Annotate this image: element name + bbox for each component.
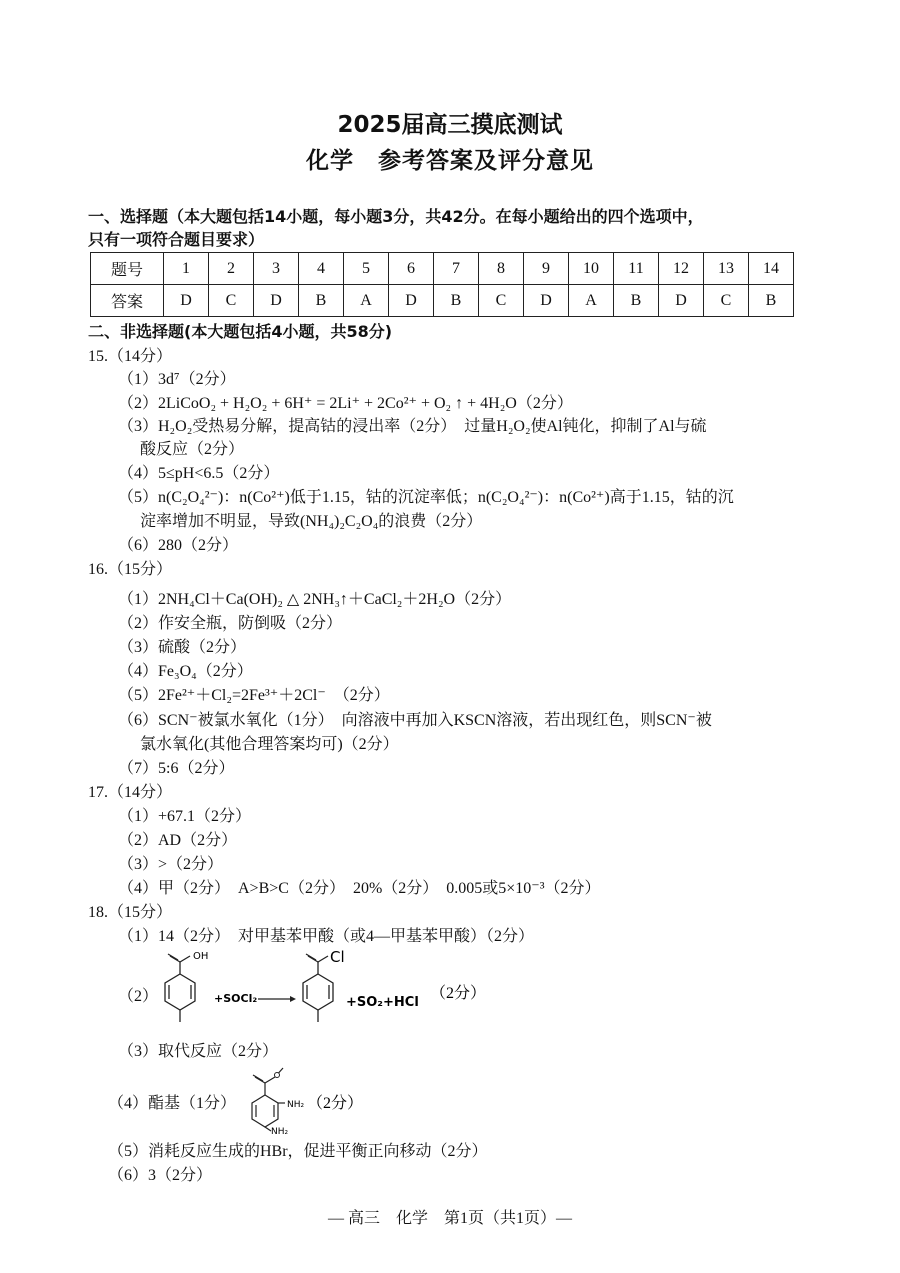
question-number: 2 bbox=[209, 253, 254, 285]
question-number: 9 bbox=[524, 253, 569, 285]
answer-cell: D bbox=[524, 285, 569, 317]
ester-structure bbox=[245, 1065, 375, 1135]
q16-title: 16.（15分） bbox=[88, 561, 173, 578]
answer-cell: C bbox=[209, 285, 254, 317]
q15-answer-2: （2）2LiCoO₂ + H₂O₂ + 6H⁺ = 2Li⁺ + 2Co²⁺ + O₂ ↑ + 4H₂O（2分） bbox=[118, 395, 573, 412]
question-number: 3 bbox=[254, 253, 299, 285]
q18-answer-2-label: （2） bbox=[118, 988, 159, 1005]
q15-answer-5-line1: （5）n(C₂O₄²⁻)：n(Co²⁺)低于1.15，钴的沉淀率低；n(C₂O₄²⁻)：n(Co²⁺)高于1.15，钴的沉 bbox=[118, 489, 734, 506]
q17-title: 17.（14分） bbox=[88, 784, 173, 801]
q17-answer-2: （2）AD（2分） bbox=[118, 832, 238, 849]
q15-answer-1: （1）3d⁷（2分） bbox=[118, 371, 236, 388]
q18-answer-6: （6）3（2分） bbox=[108, 1167, 213, 1184]
toluic-acid-structure bbox=[165, 954, 195, 1022]
page-footer: — 高三 化学 第1页（共1页）— bbox=[327, 1210, 572, 1227]
q16-answer-4: （4）Fe₃O₄（2分） bbox=[118, 663, 253, 680]
number-row-label: 题号 bbox=[91, 253, 164, 285]
question-number: 11 bbox=[614, 253, 659, 285]
q15-answer-4: （4）5≤pH<6.5（2分） bbox=[118, 465, 280, 482]
page-subtitle: 化学 参考答案及评分意见 bbox=[306, 148, 594, 174]
question-number: 7 bbox=[434, 253, 479, 285]
answer-cell: C bbox=[704, 285, 749, 317]
page-title: 2025届高三摸底测试 bbox=[337, 112, 563, 138]
q15-answer-3-line2: 酸反应（2分） bbox=[140, 441, 245, 458]
hydroxyl-label: OH bbox=[193, 951, 209, 962]
q15-answer-3-line1: （3）H₂O₂受热易分解，提高钴的浸出率（2分） 过量H₂O₂使Al钝化，抑制了Al与硫 bbox=[118, 418, 707, 435]
q15-answer-6: （6）280（2分） bbox=[118, 537, 239, 554]
q16-answer-1: （1）2NH₄Cl＋Ca(OH)₂ △ 2NH₃↑＋CaCl₂＋2H₂O（2分） bbox=[118, 591, 512, 608]
q18-title: 18.（15分） bbox=[88, 904, 173, 921]
answer-cell: B bbox=[299, 285, 344, 317]
q17-answer-3: （3）>（2分） bbox=[118, 856, 224, 873]
answer-cell: B bbox=[749, 285, 794, 317]
answer-cell: D bbox=[659, 285, 704, 317]
q16-answer-6-line2: 氯水氧化(其他合理答案均可)（2分） bbox=[140, 736, 399, 753]
section1-heading-line2: 只有一项符合题目要求） bbox=[88, 230, 265, 249]
question-number: 4 bbox=[299, 253, 344, 285]
answer-table-answer-row bbox=[91, 285, 794, 317]
question-number: 5 bbox=[344, 253, 389, 285]
answer-cell: A bbox=[569, 285, 614, 317]
question-number: 6 bbox=[389, 253, 434, 285]
question-number: 13 bbox=[704, 253, 749, 285]
answer-cell: D bbox=[254, 285, 299, 317]
q16-answer-3: （3）硫酸（2分） bbox=[118, 639, 247, 656]
section1-heading-line1: 一、选择题（本大题包括14小题，每小题3分，共42分。在每小题给出的四个选项中， bbox=[88, 207, 704, 226]
q18-answer-3: （3）取代反应（2分） bbox=[118, 1043, 279, 1060]
question-number: 12 bbox=[659, 253, 704, 285]
q18-answer-4-score: （2分） bbox=[307, 1095, 364, 1112]
q17-answer-1: （1）+67.1（2分） bbox=[118, 808, 252, 825]
answer-cell: D bbox=[164, 285, 209, 317]
q16-answer-7: （7）5:6（2分） bbox=[118, 760, 235, 777]
reagent-label: +SOCl₂ bbox=[214, 992, 258, 1005]
question-number: 10 bbox=[569, 253, 614, 285]
q15-title: 15.（14分） bbox=[88, 348, 173, 365]
reaction-scheme bbox=[150, 950, 510, 1040]
amino-label-b: NH₂ bbox=[271, 1127, 289, 1135]
answer-table-number-row bbox=[91, 253, 794, 285]
q18-answer-1: （1）14（2分） 对甲基苯甲酸（或4—甲基苯甲酸）（2分） bbox=[118, 928, 535, 945]
section2-heading: 二、非选择题(本大题包括4小题，共58分) bbox=[88, 322, 393, 341]
question-number: 1 bbox=[164, 253, 209, 285]
q17-answer-4: （4）甲（2分） A>B>C（2分） 20%（2分） 0.005或5×10⁻³（2分） bbox=[118, 880, 601, 897]
q16-answer-2: （2）作安全瓶，防倒吸（2分） bbox=[118, 615, 343, 632]
q15-answer-5-line2: 淀率增加不明显，导致(NH₄)₂C₂O₄的浪费（2分） bbox=[140, 513, 483, 530]
answer-table bbox=[90, 252, 794, 317]
acyl-chloride-structure bbox=[303, 954, 333, 1022]
q18-answer-2-score: （2分） bbox=[430, 985, 487, 1002]
question-number: 8 bbox=[479, 253, 524, 285]
question-number: 14 bbox=[749, 253, 794, 285]
q16-answer-5: （5）2Fe²⁺＋Cl₂=2Fe³⁺＋2Cl⁻ （2分） bbox=[118, 687, 390, 704]
answer-cell: A bbox=[344, 285, 389, 317]
answer-cell: C bbox=[479, 285, 524, 317]
products-label: +SO₂+HCl bbox=[346, 995, 419, 1010]
arrow-head-icon bbox=[290, 996, 296, 1002]
amino-label-a: NH₂ bbox=[287, 1100, 305, 1110]
answer-cell: B bbox=[614, 285, 659, 317]
q16-answer-6-line1: （6）SCN⁻被氯水氧化（1分） 向溶液中再加入KSCN溶液，若出现红色，则SCN⁻被 bbox=[118, 712, 712, 729]
q18-answer-4-label: （4）酯基（1分） bbox=[108, 1095, 237, 1112]
answer-cell: D bbox=[389, 285, 434, 317]
answer-cell: B bbox=[434, 285, 479, 317]
q18-answer-5: （5）消耗反应生成的HBr，促进平衡正向移动（2分） bbox=[108, 1143, 488, 1160]
answer-row-label: 答案 bbox=[91, 285, 164, 317]
chlorine-label: Cl bbox=[330, 950, 345, 966]
